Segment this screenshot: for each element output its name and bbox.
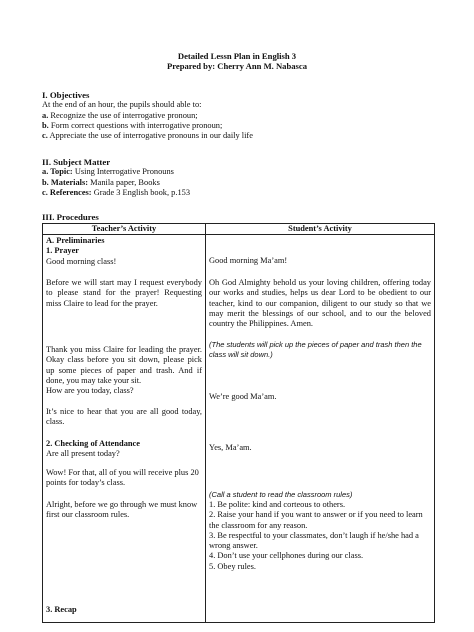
teacher-column-header: Teacher’s Activity <box>43 224 206 235</box>
subject-item: c. References: Grade 3 English book, p.153 <box>42 187 191 197</box>
preliminaries-heading: A. Preliminaries <box>46 236 105 245</box>
procedures-heading: III. Procedures <box>42 212 99 222</box>
list-item: 4. Don’t use your cellphones during our class. <box>209 551 364 561</box>
list-item: 1. Be polite: kind and corteous to others. <box>209 500 346 509</box>
student-prayer: Oh God Almighty behold us your loving children, offering today our works and studies, helps us dear Lord to be obedient to our teacher, kind to our companion, diligent to our study so that we may merit the blessings of our school, and to our the beloved country the Philippines. Amen. <box>209 278 431 329</box>
subject-item: b. Materials: Manila paper, Books <box>42 177 160 187</box>
list-item: 2. Raise your hand if you want to answer or if you need to learn the classroom for any reason. <box>209 510 423 530</box>
classroom-rules-list <box>209 500 431 572</box>
teacher-nice-to-hear: It’s nice to hear that you are all good today, class. <box>46 407 202 427</box>
subject-heading: II. Subject Matter <box>42 157 111 167</box>
student-yes: Yes, Ma’am. <box>209 443 252 452</box>
objectives-section <box>42 90 442 141</box>
recap-heading: 3. Recap <box>46 605 77 614</box>
objectives-heading: I. Objectives <box>42 90 90 100</box>
teacher-thanks: Thank you miss Claire for leading the prayer. Okay class before you sit down, please pick up some pieces of paper and trash. And if done, you may take your sit. <box>46 345 202 385</box>
subject-item: a. Topic: Using Interrogative Pronouns <box>42 167 174 177</box>
document-title: Detailed Lessn Plan in English 3 <box>177 51 297 61</box>
teacher-points: Wow! For that, all of you will receive plus 20 points for today’s class. <box>46 468 199 488</box>
student-we-are-good: We’re good Ma’am. <box>209 392 277 401</box>
student-column-header: Student’s Activity <box>206 224 435 235</box>
teacher-all-present: Are all present today? <box>46 449 120 458</box>
student-greeting: Good morning Ma’am! <box>209 256 288 265</box>
student-call-note: (Call a student to read the classroom rules) <box>209 490 353 499</box>
objective-item: a. Recognize the use of interrogative pronoun; <box>42 110 198 120</box>
prepared-by: Prepared by: Cherry Ann M. Nabasca <box>166 61 308 71</box>
attendance-heading: 2. Checking of Attendance <box>46 439 140 448</box>
list-item: 3. Be respectful to your classmates, don’t laugh if he/she had a wrong answer. <box>209 530 419 551</box>
teacher-prayer-request: Before we will start may I request everybody to please stand for the prayer! Requesting miss Claire to lead for the prayer. <box>46 278 202 308</box>
teacher-activity-cell <box>43 235 206 623</box>
student-activity-cell <box>206 235 435 623</box>
objective-item: c. Appreciate the use of interrogative pronouns in our daily life <box>42 131 253 141</box>
teacher-greeting: Good morning class! <box>46 256 117 266</box>
prayer-heading: 1. Prayer <box>46 246 80 256</box>
list-item: 5. Obey rules. <box>209 561 256 571</box>
subject-section <box>42 157 442 198</box>
objectives-intro: At the end of an hour, the pupils should able to: <box>42 100 202 110</box>
procedures-table <box>42 223 435 623</box>
teacher-how-are-you: How are you today, class? <box>46 386 134 395</box>
objective-item: b. Form correct questions with interrogative pronoun; <box>42 120 223 130</box>
teacher-classroom-rules: Alright, before we go through we must know first our classroom rules. <box>46 500 198 520</box>
procedures-heading-wrap <box>42 212 442 222</box>
student-note: (The students will pick up the pieces of paper and trash then the class will sit down.) <box>209 340 422 359</box>
